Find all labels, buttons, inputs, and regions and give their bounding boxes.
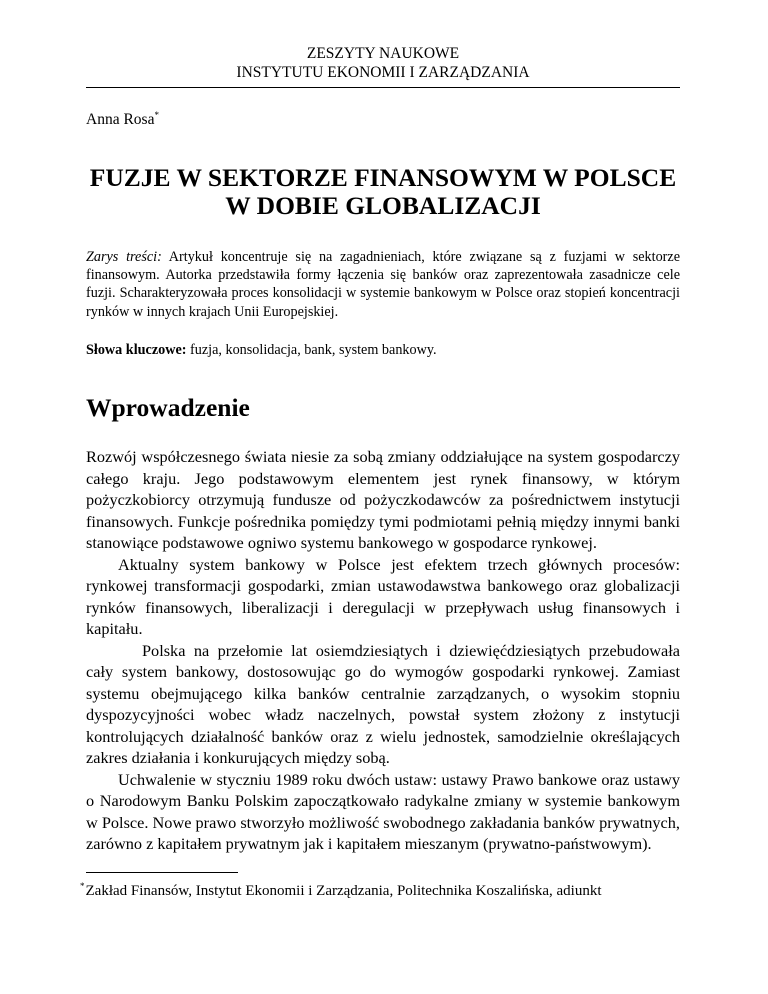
abstract xyxy=(86,248,680,321)
section-body xyxy=(86,446,680,855)
paragraph: Polska na przełomie lat osiemdziesiątych i dziewięćdziesiątych przebudowała cały system bankowy, dostosowując go do wymogów gospodarki rynkowej. Zamiast systemu obejmującego kilka banków centralnie zarządzanych, o wysokim stopniu dyspozycyjności wobec władz naczelnych, powstał system złożony z instytucji kontrolujących działalność banków oraz z wielu jednostek, samodzielnie określających zakres działania i konkurujących między sobą. xyxy=(86,640,680,767)
footnote-text: Zakład Finansów, Instytut Ekonomii i Zarządzania, Politechnika Koszalińska, adiunkt xyxy=(85,883,602,899)
paragraph: Uchwalenie w styczniu 1989 roku dwóch ustaw: ustawy Prawo bankowe oraz ustawy o Narodowym Banku Polskim zapoczątkowało radykalne zmiany w systemie bankowym w Polsce. Nowe prawo stworzyło możliwość swobodnego zakładania banków prywatnych, zarówno z kapitałem prywatnym jak i kapitałem mieszanym (prywatno-państwowym). xyxy=(86,769,680,853)
paragraph: Rozwój współczesnego świata niesie za sobą zmiany oddziałujące na system gospodarczy całego kraju. Jego podstawowym elementem jest rynek finansowy, w którym pożyczkobiorcy otrzymują fundusze od pożyczkodawców za pośrednictwem instytucji finansowych. Funkcje pośrednika pomiędzy tymi podmiotami pełnią między innymi banki stanowiące podstawowe ogniwo systemu bankowego w gospodarce rynkowej. xyxy=(86,447,680,552)
abstract-text: Artykuł koncentruje się na zagadnieniach, które związane są z fuzjami w sektorze finansowym. Autorka przedstawiła formy łączenia się banków oraz zaprezentowała zasadnicze cele fuzji. Scharakteryzowała proces konsolidacji w systemie bankowym w Polsce oraz stopień koncentracji rynków w innych krajach Unii Europejskiej. xyxy=(86,249,681,320)
author-line xyxy=(86,110,159,129)
title-line1: FUZJE W SEKTORZE FINANSOWYM W POLSCE xyxy=(89,163,677,192)
footnote-rule xyxy=(86,872,238,873)
article-title xyxy=(86,164,680,220)
keywords xyxy=(86,341,680,359)
abstract-label: Zarys treści: xyxy=(86,249,162,265)
footnote-mark: * xyxy=(80,881,85,891)
journal-name-line1: ZESZYTY NAUKOWE xyxy=(306,45,460,62)
journal-name-line2: INSTYTUTU EKONOMII I ZARZĄDZANIA xyxy=(236,64,530,81)
author-footnote-mark[interactable]: * xyxy=(154,110,159,120)
author-name: Anna Rosa xyxy=(86,111,155,129)
keywords-text: fuzja, konsolidacja, bank, system bankowy. xyxy=(190,342,437,358)
paragraph: Aktualny system bankowy w Polsce jest efektem trzech głównych procesów: rynkowej transformacji gospodarki, zmian ustawodawstwa bankowego oraz globalizacji rynków finansowych, liberalizacji i deregulacji w przepływach usług finansowych i kapitału. xyxy=(86,554,680,638)
footnote xyxy=(80,877,602,900)
header-rule xyxy=(86,87,680,88)
keywords-label: Słowa kluczowe: xyxy=(86,342,187,358)
title-line2: W DOBIE GLOBALIZACJI xyxy=(225,191,541,220)
section-heading: Wprowadzenie xyxy=(86,393,250,422)
journal-header xyxy=(86,44,680,82)
